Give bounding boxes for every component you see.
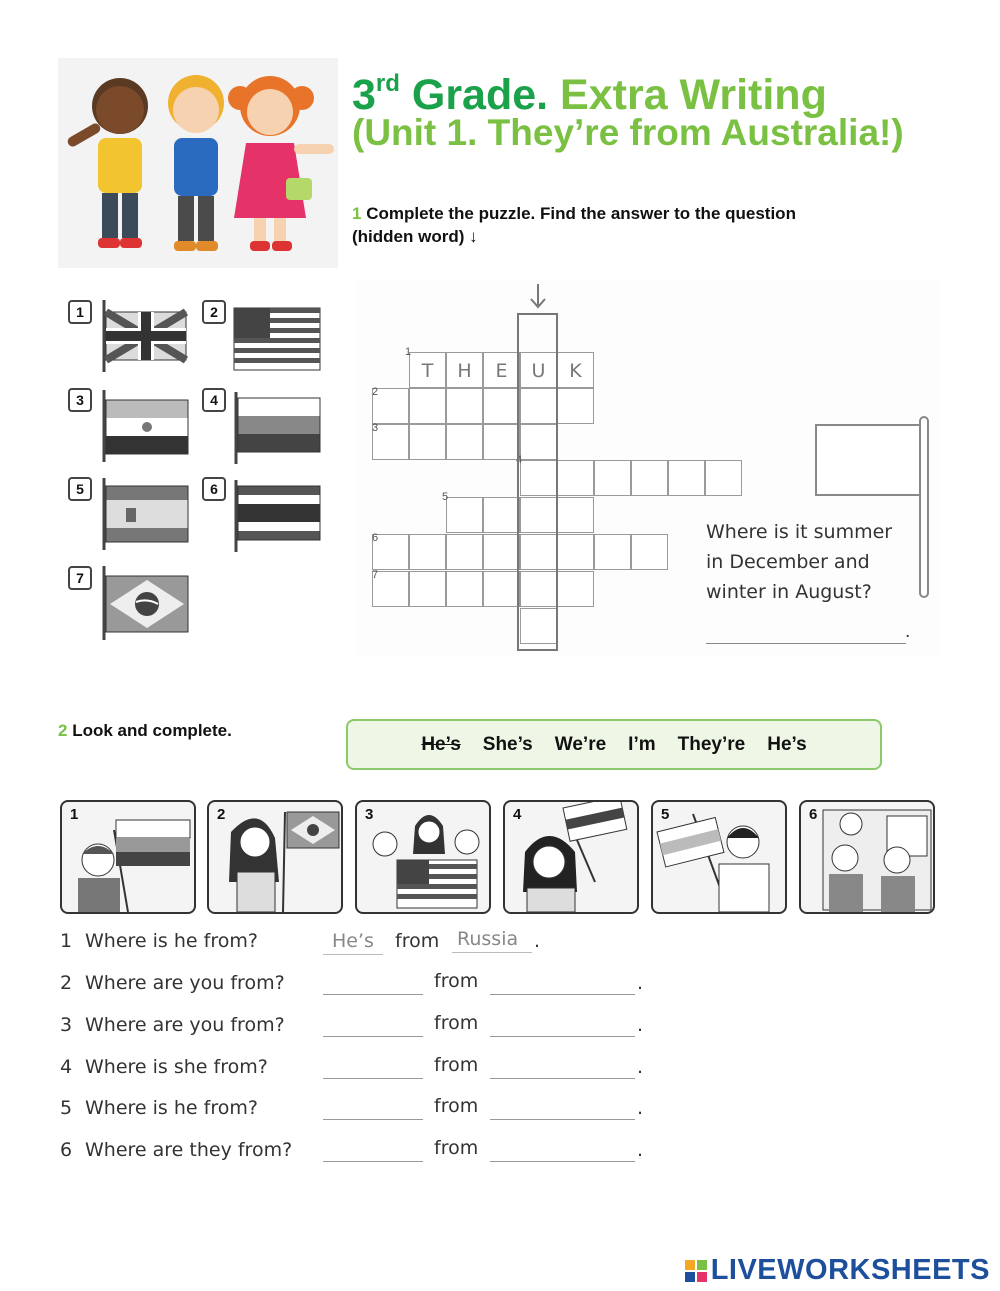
crossword-clue-number: 6 (372, 532, 379, 544)
flag-number: 7 (68, 566, 92, 590)
crossword-cell[interactable]: E (483, 352, 520, 388)
exercise1-number: 1 (352, 204, 362, 223)
period: . (637, 1139, 644, 1161)
pronoun-answer-input[interactable] (323, 1119, 423, 1120)
boy-with-flag-icon (62, 802, 194, 912)
crossword-clue-number: 3 (372, 422, 379, 434)
crossword-cell[interactable] (557, 460, 594, 496)
picture-girl-thailand (503, 800, 639, 914)
crossword-cell[interactable] (483, 388, 520, 424)
crossword-clue-number: 1 (405, 346, 412, 358)
picture-group-usa (355, 800, 491, 914)
egypt-flag-icon (100, 390, 192, 462)
crossword-cell[interactable] (446, 497, 483, 533)
title-superscript: rd (375, 70, 400, 97)
question-number: 6 (60, 1139, 73, 1161)
crossword-cell[interactable] (631, 460, 668, 496)
crossword-cell[interactable] (631, 534, 668, 570)
crossword-cell[interactable] (594, 534, 631, 570)
word-bank-item-used: He’s (421, 733, 461, 755)
picture-number: 3 (365, 806, 374, 823)
thailand-flag-icon (232, 480, 324, 552)
question-text: Where is he from? (85, 1097, 258, 1119)
picture-girl-brazil (207, 800, 343, 914)
example-underline (452, 952, 532, 953)
crossword-cell[interactable] (483, 424, 520, 460)
flag-number: 2 (202, 300, 226, 324)
spain-flag-icon (100, 478, 192, 550)
from-word: from (434, 970, 479, 992)
usa-flag-icon (232, 304, 324, 374)
crossword-clue-number: 2 (372, 386, 379, 398)
word-bank-item: We’re (554, 733, 607, 755)
boy-with-flag-icon (653, 802, 785, 912)
period: . (534, 930, 541, 952)
brazil-flag-icon (100, 566, 192, 640)
word-bank (346, 719, 882, 770)
example-answer-pronoun: He’s (332, 930, 374, 952)
period: . (637, 1014, 644, 1036)
exercise1-instruction (352, 202, 796, 248)
from-word: from (395, 930, 440, 952)
crossword-cell[interactable] (409, 424, 446, 460)
question-line: in December and (706, 551, 870, 573)
russia-flag-icon (232, 392, 324, 464)
crossword-cell[interactable] (594, 460, 631, 496)
crossword-cell[interactable] (705, 460, 742, 496)
question-text: Where is she from? (85, 1056, 268, 1078)
flag-number: 3 (68, 388, 92, 412)
picture-number: 2 (217, 806, 226, 823)
crossword-cell[interactable] (446, 424, 483, 460)
crossword-cell[interactable] (483, 497, 520, 533)
crossword-cell[interactable] (483, 571, 520, 607)
question-number: 5 (60, 1097, 73, 1119)
crossword-clue-number: 5 (442, 491, 449, 503)
pronoun-answer-input[interactable] (323, 1078, 423, 1079)
crossword-clue-number: 7 (372, 569, 379, 581)
liveworksheets-logo (685, 1254, 990, 1287)
from-word: from (434, 1137, 479, 1159)
picture-number: 5 (661, 806, 670, 823)
question-number: 2 (60, 972, 73, 994)
logo-squares-icon (685, 1260, 707, 1282)
word-bank-item: I’m (628, 733, 656, 755)
crossword-cell[interactable]: U (520, 352, 557, 388)
pronoun-answer-input[interactable] (323, 1161, 423, 1162)
logo-text: LIVEWORKSHEETS (710, 1254, 990, 1286)
country-answer-input[interactable] (490, 1161, 635, 1162)
exercise2-number: 2 (58, 721, 68, 740)
question-text: Where are you from? (85, 972, 285, 994)
question-text: Where are you from? (85, 1014, 285, 1036)
flag-number: 1 (68, 300, 92, 324)
title-grade-number: 3 (352, 71, 376, 119)
picture-boy-egypt (651, 800, 787, 914)
crossword-cell[interactable] (557, 571, 594, 607)
picture-number: 1 (70, 806, 79, 823)
crossword-cell[interactable]: H (446, 352, 483, 388)
picture-number: 4 (513, 806, 522, 823)
answer-period: . (905, 621, 911, 642)
word-bank-item: She’s (482, 733, 533, 755)
period: . (637, 1097, 644, 1119)
country-answer-input[interactable] (490, 994, 635, 995)
crossword-cell[interactable] (557, 534, 594, 570)
title-extra-writing: Extra Writing (548, 71, 827, 119)
example-underline (323, 954, 383, 955)
picture-boys-bus (799, 800, 935, 914)
question-text: Where are they from? (85, 1139, 293, 1161)
question-number: 1 (60, 930, 73, 952)
crossword-cell[interactable] (446, 534, 483, 570)
flag-number: 6 (202, 477, 226, 501)
question-number: 3 (60, 1014, 73, 1036)
title-grade: Grade. (399, 71, 549, 119)
word-bank-item: They’re (677, 733, 746, 755)
picture-number: 6 (809, 806, 818, 823)
three-kids-illustration (58, 58, 338, 268)
crossword-cell[interactable] (409, 534, 446, 570)
period: . (637, 1056, 644, 1078)
exercise1-instruction-line1: Complete the puzzle. Find the answer to the question (366, 204, 796, 223)
pronoun-answer-input[interactable] (323, 994, 423, 995)
crossword-cell[interactable] (557, 497, 594, 533)
exercise1-instruction-line2: (hidden word) ↓ (352, 227, 478, 246)
word-bank-item: He’s (767, 733, 807, 755)
country-answer-input[interactable] (490, 1078, 635, 1079)
period: . (637, 972, 644, 994)
uk-flag-icon (100, 300, 190, 372)
pronoun-answer-input[interactable] (323, 1036, 423, 1037)
exercise2-instruction-text: Look and complete. (72, 721, 232, 740)
crossword-cell[interactable]: K (557, 352, 594, 388)
from-word: from (434, 1095, 479, 1117)
from-word: from (434, 1012, 479, 1034)
country-answer-input[interactable] (490, 1036, 635, 1037)
question-text: Where is he from? (85, 930, 258, 952)
crossword-cell[interactable] (557, 388, 594, 424)
question-line: winter in August? (706, 581, 872, 603)
exercise2-instruction (58, 719, 232, 742)
girl-with-flag-icon (209, 802, 341, 912)
worksheet-subtitle: (Unit 1. They’re from Australia!) (352, 112, 904, 153)
down-arrow-icon (528, 284, 548, 310)
flag-number: 4 (202, 388, 226, 412)
girl-with-flag-icon (505, 802, 637, 912)
crossword-cell[interactable] (446, 571, 483, 607)
hidden-word-answer-input[interactable] (706, 643, 906, 644)
crossword-question (706, 517, 892, 607)
example-answer-country: Russia (457, 928, 519, 950)
crossword-cell[interactable] (409, 388, 446, 424)
crossword-cell[interactable]: T (409, 352, 446, 388)
crossword-cell[interactable] (483, 534, 520, 570)
question-line: Where is it summer (706, 521, 893, 543)
from-word: from (434, 1054, 479, 1076)
crossword-clue-number: 4 (516, 454, 523, 466)
crossword-cell[interactable] (409, 571, 446, 607)
crossword-cell[interactable] (668, 460, 705, 496)
group-with-flag-icon (357, 802, 489, 912)
boys-on-bus-icon (801, 802, 933, 912)
crossword-cell[interactable] (446, 388, 483, 424)
picture-boy-russia (60, 800, 196, 914)
country-answer-input[interactable] (490, 1119, 635, 1120)
flag-number: 5 (68, 477, 92, 501)
hidden-word-column (517, 313, 558, 651)
question-number: 4 (60, 1056, 73, 1078)
